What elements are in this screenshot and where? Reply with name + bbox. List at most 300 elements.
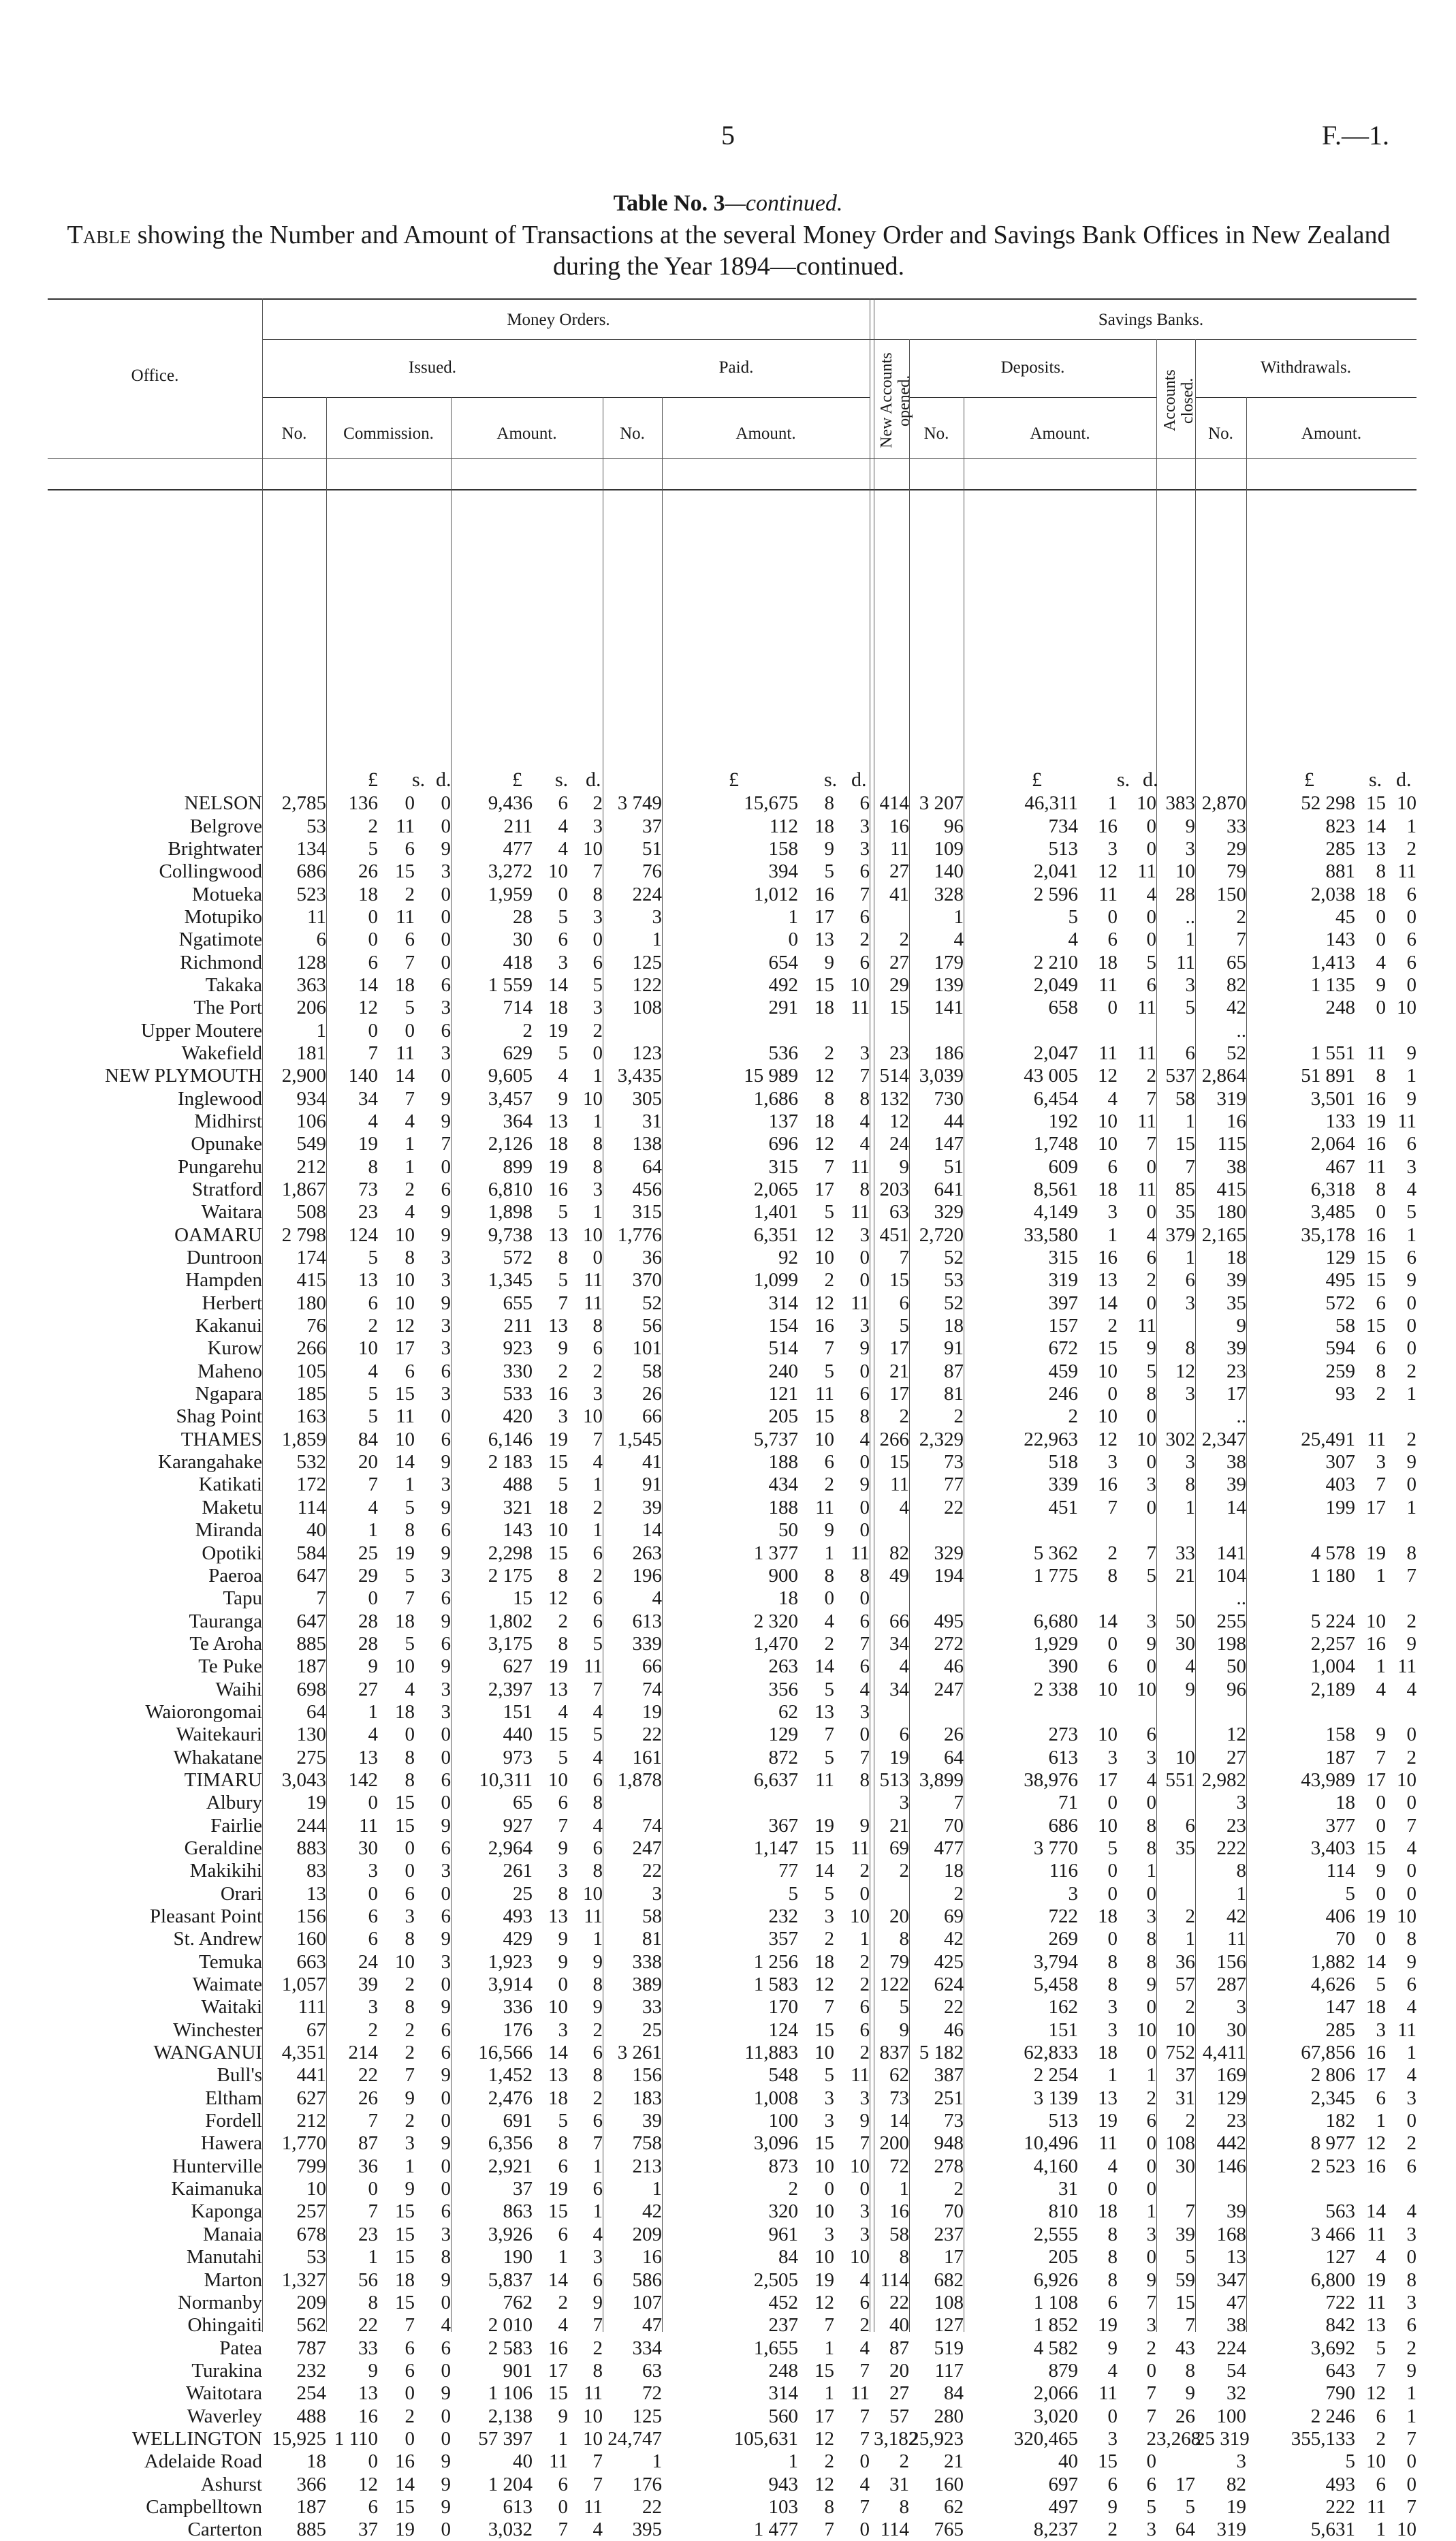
deposits-pounds-cell: 390 (1048, 1655, 1078, 1678)
paid-pence-cell: 2 (859, 2314, 870, 2337)
withdrawals-pounds-cell (1246, 1405, 1355, 1428)
issued-pence-cell: 3 (592, 815, 603, 837)
paid-pounds-cell: 1,401 (753, 1201, 798, 1223)
mo-issued-no-cell: 266 (296, 1337, 326, 1360)
issued-pence-cell: 10 (583, 1405, 603, 1428)
commission-pence-cell: 3 (441, 1474, 451, 1496)
paid-pounds-cell: 434 (768, 1474, 798, 1496)
deposits-shillings-cell (1078, 1701, 1118, 1724)
withdrawals-pound-unit: £ (1304, 768, 1314, 791)
paid-shillings-cell: 3 (824, 2223, 834, 2245)
commission-pence-cell: 9 (441, 2495, 451, 2518)
paid-pounds-cell: 15,675 (744, 792, 798, 815)
table-row (48, 1429, 1417, 1451)
issued-pounds-cell: 2,921 (488, 2155, 533, 2177)
deposits-no-cell: 18 (944, 1860, 964, 1882)
mo-issued-no-cell: 114 (297, 1496, 326, 1518)
withdrawals-shillings-cell: 0 (1376, 905, 1386, 928)
withdrawals-pounds-cell: 1,413 (1310, 951, 1355, 973)
deposits-pence-cell: 6 (1146, 1724, 1156, 1746)
paid-shillings-cell: 15 (814, 2359, 834, 2382)
commission-shillings-cell: 6 (405, 1360, 415, 1382)
withdrawals-pounds-cell: 6,318 (1310, 1179, 1355, 1201)
withdrawals-shillings-cell: 7 (1376, 2359, 1386, 2382)
paid-shillings-cell: 16 (814, 883, 834, 905)
commission-shillings-cell: 6 (405, 1882, 415, 1905)
withdrawals-pence-cell: 8 (1406, 1542, 1417, 1564)
commission-shillings-cell: 2 (405, 2110, 415, 2132)
withdrawals-pounds-cell: 1 551 (1310, 1042, 1355, 1064)
withdrawals-pounds-cell: 129 (1325, 1247, 1355, 1269)
issued-pounds-cell: 1,923 (488, 1950, 533, 1973)
deposits-shillings-cell: 16 (1098, 1247, 1118, 1269)
deposits-pounds-cell: 459 (1048, 1360, 1078, 1382)
deposits-no-cell: 2 (953, 1405, 964, 1428)
deposits-pounds-cell: 151 (1048, 2018, 1078, 2041)
table-row (48, 1951, 1417, 1974)
deposits-shillings-cell: 13 (1098, 2087, 1118, 2109)
deposits-shillings-cell: 0 (1107, 997, 1118, 1019)
new-accounts-cell: 17 (889, 1337, 909, 1360)
commission-pounds-cell: 11 (359, 1814, 378, 1837)
accounts-closed-cell: 64 (1175, 2519, 1195, 2541)
paid-shillings-cell: 2 (824, 1928, 834, 1950)
commission-pence-cell: 7 (441, 1133, 451, 1155)
table-row (48, 1565, 1417, 1587)
paid-shillings-cell: 0 (824, 1587, 834, 1610)
office-cell: Ngapara (195, 1383, 262, 1405)
commission-pounds-cell: 136 (348, 792, 378, 815)
paid-no-cell: 26 (642, 1383, 662, 1405)
deposits-shillings-cell: 8 (1107, 1564, 1118, 1587)
paid-pence-cell: 1 (859, 1928, 870, 1950)
deposits-pence-unit: d. (1143, 768, 1158, 791)
withdrawals-pence-unit: d. (1396, 768, 1412, 791)
office-cell: Campbelltown (146, 2495, 262, 2518)
new-accounts-cell: 16 (889, 815, 909, 837)
deposits-no-cell: 139 (934, 973, 964, 996)
new-accounts-cell: 514 (879, 1065, 909, 1087)
issued-pounds-cell: 3,926 (488, 2223, 533, 2245)
paid-pence-cell: 7 (859, 2495, 870, 2518)
deposits-no-cell: 425 (934, 1950, 964, 1973)
paid-pence-cell: 3 (859, 2087, 870, 2109)
withdrawals-pounds-cell: 307 (1325, 1451, 1355, 1474)
paid-shillings-cell: 10 (814, 1247, 834, 1269)
deposits-shillings-cell: 10 (1098, 1724, 1118, 1746)
issued-pence-cell: 2 (592, 1360, 603, 1382)
paid-no-cell: 22 (642, 2495, 662, 2518)
commission-pence-cell: 6 (441, 2337, 451, 2359)
withdrawals-pounds-cell: 3,485 (1310, 1201, 1355, 1223)
issued-pounds-cell: 691 (503, 2110, 533, 2132)
issued-shillings-cell: 16 (548, 2337, 568, 2359)
mo-issued-no-cell: 1,867 (281, 1179, 326, 1201)
mo-issued-no-cell: 209 (296, 2291, 326, 2313)
deposits-no-cell: 5 182 (919, 2042, 964, 2064)
paid-pounds-cell: 1 (788, 905, 798, 928)
deposits-shillings-cell: 17 (1098, 1768, 1118, 1791)
commission-shillings-cell: 8 (405, 1746, 415, 1768)
new-accounts-cell (874, 1519, 909, 1542)
issued-pounds-cell: 1,802 (488, 1610, 533, 1632)
issued-pounds-cell: 493 (503, 1905, 533, 1928)
withdrawals-no-cell: 19 (1226, 2495, 1246, 2518)
issued-pence-cell: 2 (592, 1496, 603, 1518)
table-row (48, 1201, 1417, 1223)
paid-no-cell: 196 (632, 1564, 662, 1587)
paid-pounds-cell: 356 (768, 1678, 798, 1700)
withdrawals-shilling-unit: s. (1369, 768, 1382, 791)
office-cell: Hunterville (172, 2155, 262, 2177)
commission-pence-cell: 0 (441, 1746, 451, 1768)
deposits-shillings-cell (1078, 1019, 1118, 1042)
deposits-pence-cell: 0 (1146, 2155, 1156, 2177)
office-cell: Midhirst (194, 1110, 262, 1132)
deposits-pounds-cell: 2 254 (1033, 2064, 1078, 2087)
withdrawals-no-cell: 39 (1226, 1269, 1246, 1292)
deposits-no-cell (909, 1019, 964, 1042)
paid-shillings-cell: 18 (814, 1110, 834, 1132)
paid-no-cell: 758 (632, 2132, 662, 2155)
deposits-no-cell: 329 (934, 1542, 964, 1564)
mo-issued-no-cell: 6 (316, 929, 326, 951)
paid-no-cell: 122 (632, 973, 662, 996)
deposits-shillings-cell: 0 (1107, 1860, 1118, 1882)
paid-pounds-cell: 1,147 (753, 1837, 798, 1859)
withdrawals-shillings-cell: 0 (1376, 1882, 1386, 1905)
accounts-closed-cell: 108 (1165, 2132, 1195, 2155)
paid-pounds-cell: 188 (768, 1451, 798, 1474)
deposits-pounds-cell: 4 582 (1033, 2337, 1078, 2359)
paid-pounds-cell: 696 (768, 1133, 798, 1155)
withdrawals-pounds-cell: 5,631 (1310, 2519, 1355, 2541)
commission-pounds-cell: 5 (368, 1383, 378, 1405)
commission-pounds-cell: 0 (368, 2178, 378, 2200)
mo-issued-no-cell: 1,770 (281, 2132, 326, 2155)
commission-pound-unit: £ (368, 768, 378, 791)
table-row (48, 1065, 1417, 1087)
withdrawals-shillings-cell (1355, 1019, 1386, 1042)
deposits-pounds-cell: 397 (1048, 1292, 1078, 1314)
paid-pence-cell: 4 (859, 2337, 870, 2359)
commission-pence-cell: 0 (441, 2405, 451, 2427)
new-accounts-cell: 2 (899, 1405, 909, 1428)
deposits-pence-cell: 2 (1146, 2337, 1156, 2359)
paid-no-cell: 22 (642, 1860, 662, 1882)
mo-issued-no-cell: 174 (296, 1247, 326, 1269)
paid-pence-cell: 3 (859, 1315, 870, 1337)
issued-pence-cell: 5 (592, 1632, 603, 1655)
table-row (48, 1247, 1417, 1269)
issued-shillings-cell: 7 (558, 2519, 568, 2541)
issued-shillings-cell: 9 (558, 1837, 568, 1859)
deposits-pounds-cell: 8,237 (1033, 2519, 1078, 2541)
new-accounts-cell: 837 (879, 2042, 909, 2064)
issued-shillings-cell: 6 (558, 1792, 568, 1814)
paid-shillings-cell: 9 (824, 837, 834, 860)
issued-pence-cell: 9 (592, 1996, 603, 2018)
new-accounts-cell: 3 (899, 1792, 909, 1814)
deposits-pence-cell: 5 (1146, 951, 1156, 973)
deposits-shillings-cell: 14 (1098, 1292, 1118, 1314)
mo-issued-no-cell: 647 (296, 1564, 326, 1587)
commission-pounds-cell: 8 (368, 1155, 378, 1178)
commission-shillings-cell: 0 (405, 1837, 415, 1859)
withdrawals-no-cell: 2 (1236, 905, 1246, 928)
deposits-shillings-cell: 0 (1107, 1632, 1118, 1655)
issued-shillings-cell: 17 (548, 2359, 568, 2382)
paid-pounds-cell: 1 477 (753, 2519, 798, 2541)
issued-pence-cell: 3 (592, 1383, 603, 1405)
paid-no-cell: 22 (642, 1724, 662, 1746)
office-cell: Te Puke (198, 1655, 262, 1678)
withdrawals-shillings-cell: 3 (1376, 2018, 1386, 2041)
issued-pounds-cell: 364 (503, 1110, 533, 1132)
commission-shillings-cell: 10 (395, 1269, 415, 1292)
paid-shillings-cell: 10 (814, 2246, 834, 2269)
deposits-no-cell: 3 207 (919, 792, 964, 815)
withdrawals-pence-cell (1386, 1587, 1417, 1610)
deposits-pence-cell: 0 (1146, 905, 1156, 928)
issued-pence-cell: 1 (592, 1110, 603, 1132)
commission-shillings-cell: 16 (395, 2450, 415, 2473)
issued-shillings-cell: 13 (548, 1678, 568, 1700)
paid-pence-cell: 4 (859, 2473, 870, 2495)
commission-pounds-cell: 2 (368, 2018, 378, 2041)
deposits-shillings-cell: 11 (1098, 2382, 1118, 2405)
commission-pence-cell: 0 (441, 951, 451, 973)
deposits-pence-cell: 0 (1146, 1155, 1156, 1178)
deposits-no-cell: 2,329 (919, 1428, 964, 1450)
paid-no-cell: 64 (642, 1155, 662, 1178)
deposits-pence-cell: 10 (1137, 1678, 1156, 1700)
table-row (48, 1133, 1417, 1155)
deposits-pence-cell: 9 (1146, 1632, 1156, 1655)
deposits-pence-cell: 0 (1146, 2178, 1156, 2200)
table-row (48, 1746, 1417, 1768)
paid-pence-cell: 3 (859, 2223, 870, 2245)
accounts-closed-cell: 6 (1185, 1269, 1195, 1292)
office-cell: Adelaide Road (144, 2450, 262, 2473)
paid-shillings-cell: 1 (824, 2337, 834, 2359)
paid-pounds-cell: 103 (768, 2495, 798, 2518)
paid-pence-cell: 6 (859, 1996, 870, 2018)
paid-pence-cell: 10 (850, 1905, 870, 1928)
office-rows (48, 792, 1417, 2541)
issued-pounds-cell: 1,898 (488, 1201, 533, 1223)
issued-pence-cell: 5 (592, 1724, 603, 1746)
office-cell: Motupiko (184, 905, 262, 928)
commission-shillings-cell: 15 (395, 2291, 415, 2313)
withdrawals-shillings-cell: 8 (1376, 860, 1386, 883)
table-row (48, 2519, 1417, 2541)
deposits-pounds-cell: 2 338 (1033, 1678, 1078, 1700)
commission-pence-cell: 0 (441, 905, 451, 928)
issued-shillings-cell: 0 (558, 883, 568, 905)
paid-shillings-cell: 5 (824, 1678, 834, 1700)
withdrawals-no-cell: 38 (1226, 2314, 1246, 2337)
office-cell: Ashurst (200, 2473, 262, 2495)
deposits-pounds-cell (964, 1701, 1078, 1724)
issued-shilling-unit: s. (555, 768, 569, 791)
withdrawals-no-cell: 65 (1226, 951, 1246, 973)
mo-issued-no-cell: 244 (296, 1814, 326, 1837)
commission-pence-cell: 9 (441, 1451, 451, 1474)
withdrawals-shillings-cell: 16 (1366, 1133, 1386, 1155)
paid-pence-cell: 11 (851, 1292, 870, 1314)
issued-pence-cell: 10 (583, 837, 603, 860)
withdrawals-shillings-cell: 3 (1376, 1451, 1386, 1474)
table-row (48, 2042, 1417, 2064)
deposits-shillings-cell: 6 (1107, 1655, 1118, 1678)
paid-pence-cell: 6 (859, 905, 870, 928)
issued-shillings-cell: 19 (548, 1155, 568, 1178)
mo-issued-no-cell: 172 (296, 1474, 326, 1496)
paid-pounds-cell: 0 (788, 929, 798, 951)
commission-shillings-cell: 4 (405, 1201, 415, 1223)
commission-pence-cell: 0 (441, 1792, 451, 1814)
commission-pounds-cell: 13 (358, 1269, 378, 1292)
withdrawals-shillings-cell: 0 (1376, 929, 1386, 951)
withdrawals-pence-cell: 9 (1406, 1950, 1417, 1973)
issued-pounds-cell: 1,959 (488, 883, 533, 905)
deposits-no-cell: 147 (934, 1133, 964, 1155)
mo-issued-no-cell: 1,057 (281, 1974, 326, 1996)
withdrawals-shillings-cell: 11 (1367, 1428, 1386, 1450)
issued-pence-cell: 4 (592, 1700, 603, 1723)
withdrawals-pence-cell: 9 (1406, 1042, 1417, 1064)
deposits-no-cell: 140 (934, 860, 964, 883)
commission-pounds-cell: 7 (368, 1474, 378, 1496)
office-cell: Normanby (177, 2291, 262, 2313)
deposits-no-cell: 44 (944, 1110, 964, 1132)
deposits-shillings-cell: 15 (1098, 2450, 1118, 2473)
mo-issued-no-cell: 7 (316, 1587, 326, 1610)
table-row (48, 2178, 1417, 2200)
commission-pence-cell: 9 (441, 1087, 451, 1110)
paid-shillings-cell: 17 (814, 1179, 834, 1201)
paid-pounds-cell: 548 (768, 2064, 798, 2087)
issued-pounds-cell: 901 (503, 2359, 533, 2382)
accounts-closed-cell: 3 (1185, 973, 1195, 996)
issued-pounds-cell: 655 (503, 1292, 533, 1314)
withdrawals-shillings-cell: 15 (1366, 1837, 1386, 1859)
withdrawals-shillings-cell (1355, 2178, 1386, 2200)
deposits-shillings-cell: 2 (1107, 2519, 1118, 2541)
accounts-closed-cell (1156, 1519, 1195, 1542)
commission-pounds-cell: 28 (358, 1632, 378, 1655)
paid-pounds-cell: 357 (768, 1928, 798, 1950)
commission-pounds-cell: 2 (368, 1315, 378, 1337)
paid-pounds-cell: 15 989 (744, 1065, 798, 1087)
withdrawals-no-cell (1195, 1701, 1246, 1724)
issued-pence-cell: 6 (592, 1610, 603, 1632)
table-row (48, 2132, 1417, 2155)
commission-pounds-cell: 6 (368, 951, 378, 973)
withdrawals-no-cell: 12 (1226, 1724, 1246, 1746)
commission-pounds-cell: 124 (348, 1223, 378, 1246)
deposits-shillings-cell: 6 (1107, 1155, 1118, 1178)
issued-pounds-cell: 15 (513, 1587, 533, 1610)
deposits-pounds-cell (964, 1587, 1078, 1610)
commission-pounds-cell: 26 (358, 2087, 378, 2109)
accounts-closed-cell: 3 (1185, 1451, 1195, 1474)
withdrawals-pence-cell: 11 (1397, 1110, 1417, 1132)
new-accounts-cell: 122 (879, 1974, 909, 1996)
accounts-closed-cell: 8 (1185, 2359, 1195, 2382)
mo-issued-no-cell: 663 (296, 1950, 326, 1973)
deposits-pence-cell: 0 (1146, 1655, 1156, 1678)
withdrawals-shillings-cell: 14 (1366, 815, 1386, 837)
paid-no-cell: 14 (642, 1519, 662, 1542)
deposits-pence-cell: 6 (1146, 973, 1156, 996)
paid-no-cell: 3 261 (617, 2042, 662, 2064)
deposits-no-cell: 52 (944, 1292, 964, 1314)
commission-pence-cell: 9 (441, 2132, 451, 2155)
deposits-pence-cell: 1 (1146, 2200, 1156, 2223)
deposits-no-cell: 87 (944, 1360, 964, 1382)
paid-pence-cell: 2 (859, 1860, 870, 1882)
table-row (48, 2450, 1417, 2473)
deposits-no-cell: 237 (934, 2223, 964, 2245)
table-row (48, 1883, 1417, 1905)
withdrawals-pence-cell: 4 (1406, 2064, 1417, 2087)
withdrawals-shillings-cell: 15 (1366, 1247, 1386, 1269)
paid-no-cell: 63 (642, 2359, 662, 2382)
commission-pence-cell: 6 (441, 1019, 451, 1042)
issued-pounds-cell: 9,738 (488, 1223, 533, 1246)
accounts-closed-cell: 7 (1185, 2200, 1195, 2223)
new-accounts-cell: 451 (879, 1223, 909, 1246)
accounts-closed-cell: 6 (1185, 1042, 1195, 1064)
commission-pence-cell: 3 (441, 1247, 451, 1269)
withdrawals-no-cell: 25 319 (1195, 2427, 1250, 2450)
deposits-pence-cell: 0 (1146, 1451, 1156, 1474)
paid-pounds-cell: 452 (768, 2291, 798, 2313)
deposits-pounds-cell: 10,496 (1024, 2132, 1078, 2155)
withdrawals-no-cell: 82 (1226, 2473, 1246, 2495)
accounts-closed-cell (1156, 1315, 1195, 1337)
deposits-pounds-cell: 2,066 (1033, 2382, 1078, 2405)
deposits-shillings-cell: 12 (1098, 860, 1118, 883)
issued-pence-cell: 7 (592, 1428, 603, 1450)
paid-pounds-cell: 2 (788, 2178, 798, 2200)
issued-pounds-cell: 2 175 (488, 1564, 533, 1587)
commission-pounds-cell: 4 (368, 1360, 378, 1382)
table-row (48, 1655, 1417, 1678)
table-row (48, 2246, 1417, 2269)
issued-pence-cell: 6 (592, 1768, 603, 1791)
mo-issued-no-cell: 508 (296, 1201, 326, 1223)
commission-shillings-cell: 5 (405, 1564, 415, 1587)
new-accounts-cell: 34 (889, 1678, 909, 1700)
issued-pounds-cell: 9,605 (488, 1065, 533, 1087)
deposits-pounds-cell: 320,465 (1013, 2427, 1078, 2450)
table-row (48, 974, 1417, 997)
withdrawals-pounds-cell: 594 (1325, 1337, 1355, 1360)
paid-no-cell: 125 (632, 951, 662, 973)
new-accounts-cell: 114 (880, 2269, 909, 2291)
withdrawals-no-cell (1195, 2178, 1246, 2200)
issued-pounds-cell: 5,837 (488, 2269, 533, 2291)
office-cell: Takaka (205, 973, 262, 996)
deposits-shillings-cell: 0 (1107, 1383, 1118, 1405)
withdrawals-shillings-cell: 1 (1376, 1564, 1386, 1587)
deposits-pence-cell: 3 (1146, 2223, 1156, 2245)
issued-shillings-cell: 13 (548, 1110, 568, 1132)
table-row (48, 2064, 1417, 2087)
